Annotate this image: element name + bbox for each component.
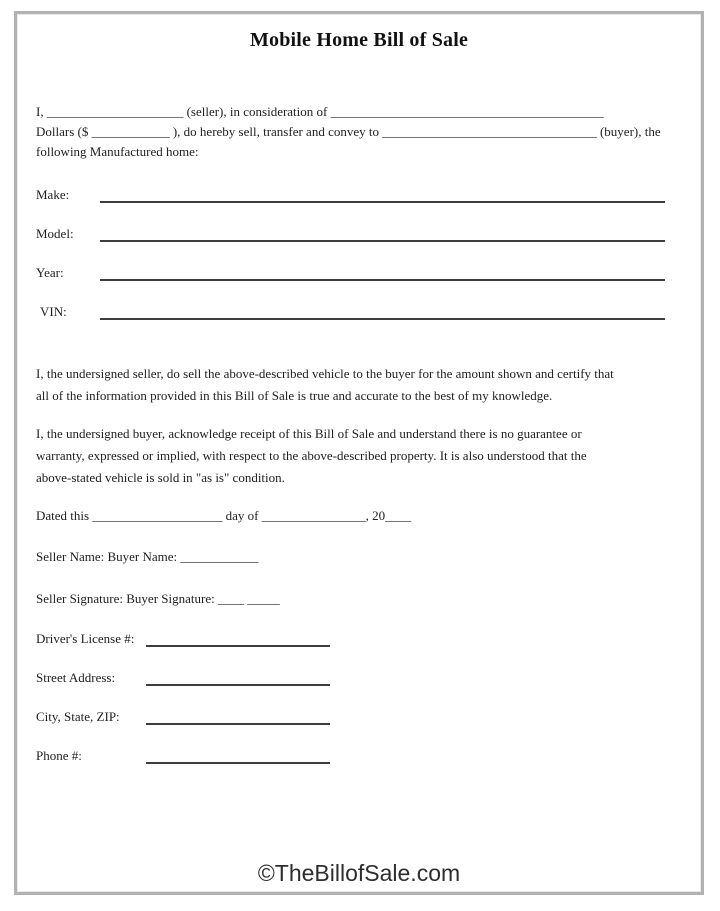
drivers-license-blank-line (146, 631, 330, 647)
intro-line: I, _____________________ (seller), in consideration of __________________________________________ (36, 104, 604, 119)
document-content (17, 14, 701, 892)
document-page (14, 11, 704, 895)
seller-certification-line: I, the undersigned seller, do sell the above-described vehicle to the buyer for the amount shown and certify that (36, 366, 614, 381)
vin-blank-line (100, 304, 665, 320)
document-title: Mobile Home Bill of Sale (249, 29, 469, 51)
phone-field-row (36, 747, 682, 764)
model-blank-line (100, 226, 665, 242)
seller-certification-paragraph (36, 363, 682, 407)
buyer-acknowledgement-paragraph (36, 423, 682, 489)
drivers-license-field-row (36, 630, 682, 647)
buyer-acknowledgement-line: I, the undersigned buyer, acknowledge receipt of this Bill of Sale and understand there is no guarantee or (36, 426, 582, 441)
footer-brand: ©TheBillofSale.com (257, 860, 461, 886)
make-label: Make: (36, 187, 70, 202)
drivers-license-label: Driver's License #: (36, 631, 135, 646)
intro-line: following Manufactured home: (36, 144, 199, 159)
buyer-acknowledgement-line: warranty, expressed or implied, with respect to the above-described property. It is also understood that the (36, 448, 587, 463)
model-field-row (36, 225, 682, 242)
seller-buyer-name-line: Seller Name: Buyer Name: ____________ (36, 549, 259, 564)
city-state-zip-field-row (36, 708, 682, 725)
phone-blank-line (146, 748, 330, 764)
year-label: Year: (36, 265, 64, 280)
intro-line: Dollars ($ ____________ ), do hereby sell, transfer and convey to _________________________________ (buyer), the (36, 124, 661, 139)
contact-fields-section (36, 630, 682, 764)
make-field-row (36, 186, 682, 203)
vin-field-row (36, 303, 682, 320)
year-field-row (36, 264, 682, 281)
year-blank-line (100, 265, 665, 281)
seller-certification-line: all of the information provided in this Bill of Sale is true and accurate to the best of my knowledge. (36, 388, 553, 403)
dated-line: Dated this ____________________ day of ________________, 20____ (36, 508, 412, 523)
street-address-field-row (36, 669, 682, 686)
intro-paragraph (36, 102, 682, 162)
model-label: Model: (36, 226, 74, 241)
buyer-acknowledgement-line: above-stated vehicle is sold in "as is" condition. (36, 470, 285, 485)
make-blank-line (100, 187, 665, 203)
vin-label: VIN: (40, 304, 67, 319)
street-address-label: Street Address: (36, 670, 116, 685)
city-state-zip-blank-line (146, 709, 330, 725)
vehicle-fields-section (36, 186, 682, 320)
seller-buyer-signature-line: Seller Signature: Buyer Signature: ____ _____ (36, 591, 280, 606)
city-state-zip-label: City, State, ZIP: (36, 709, 120, 724)
phone-label: Phone #: (36, 748, 82, 763)
street-address-blank-line (146, 670, 330, 686)
